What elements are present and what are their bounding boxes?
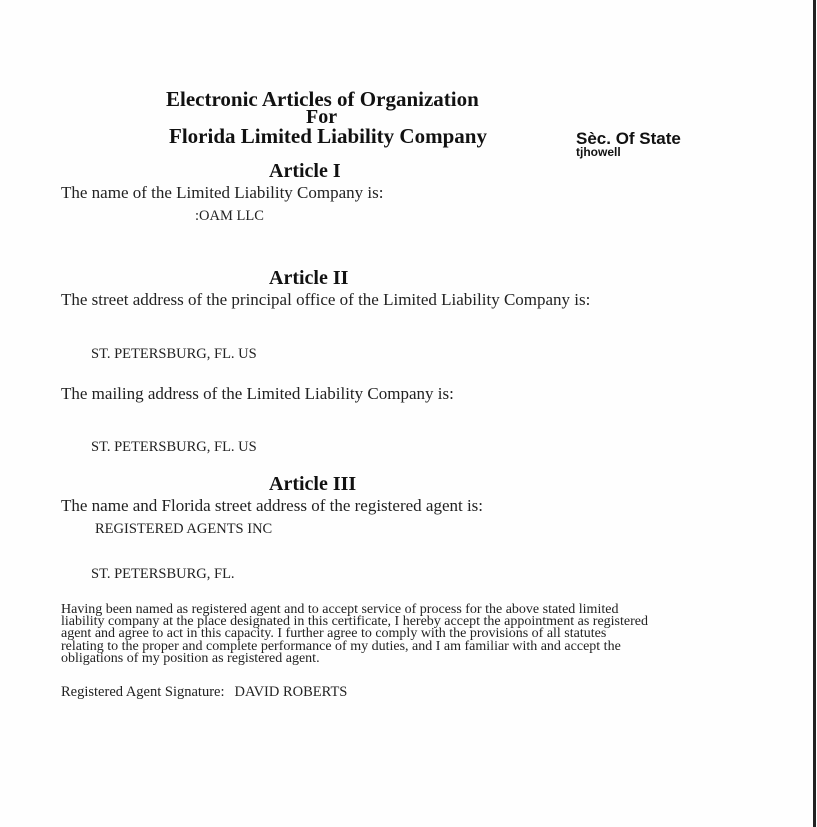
acceptance-line: obligations of my position as registered agent. (61, 650, 320, 666)
agent-acceptance-statement (61, 604, 741, 665)
principal-address-prompt: The street address of the principal office of the Limited Liability Company is: (61, 290, 591, 309)
signature-name: DAVID ROBERTS (234, 684, 348, 700)
registered-agent-address: ST. PETERSBURG, FL. (91, 566, 235, 582)
acceptance-line: relating to the proper and complete performance of my duties, and I am familiar with and accept the (61, 638, 621, 654)
article-1-heading: Article I (269, 160, 341, 182)
mailing-address-prompt: The mailing address of the Limited Liability Company is: (61, 384, 454, 403)
acceptance-line: liability company at the place designated in this certificate, I hereby accept the appointment as registered (61, 614, 648, 630)
title-line-1: Electronic Articles of Organization (166, 87, 479, 111)
article-1-prompt: The name of the Limited Liability Company is: (61, 183, 384, 202)
company-name: :OAM LLC (195, 208, 264, 224)
mailing-address: ST. PETERSBURG, FL. US (91, 439, 257, 455)
title-line-2: For (306, 106, 338, 128)
acceptance-line: Having been named as registered agent and to accept service of process for the above stated limited (61, 602, 619, 617)
signature-label: Registered Agent Signature: (61, 684, 225, 700)
registered-agent-name: REGISTERED AGENTS INC (95, 521, 273, 537)
stamp-user: tjhowell (576, 145, 621, 159)
article-3-heading: Article III (269, 473, 357, 495)
principal-address: ST. PETERSBURG, FL. US (91, 346, 257, 362)
acceptance-line: agent and agree to act in this capacity. I further agree to comply with the provisions of all statutes (61, 626, 607, 642)
title-line-3: Florida Limited Liability Company (169, 124, 487, 148)
registered-agent-prompt: The name and Florida street address of the registered agent is: (61, 496, 484, 515)
page-right-border (813, 0, 816, 827)
registered-agent-signature (61, 684, 347, 700)
article-2-heading: Article II (269, 267, 349, 289)
sec-of-state-stamp: Sèc. Of State (576, 129, 681, 148)
